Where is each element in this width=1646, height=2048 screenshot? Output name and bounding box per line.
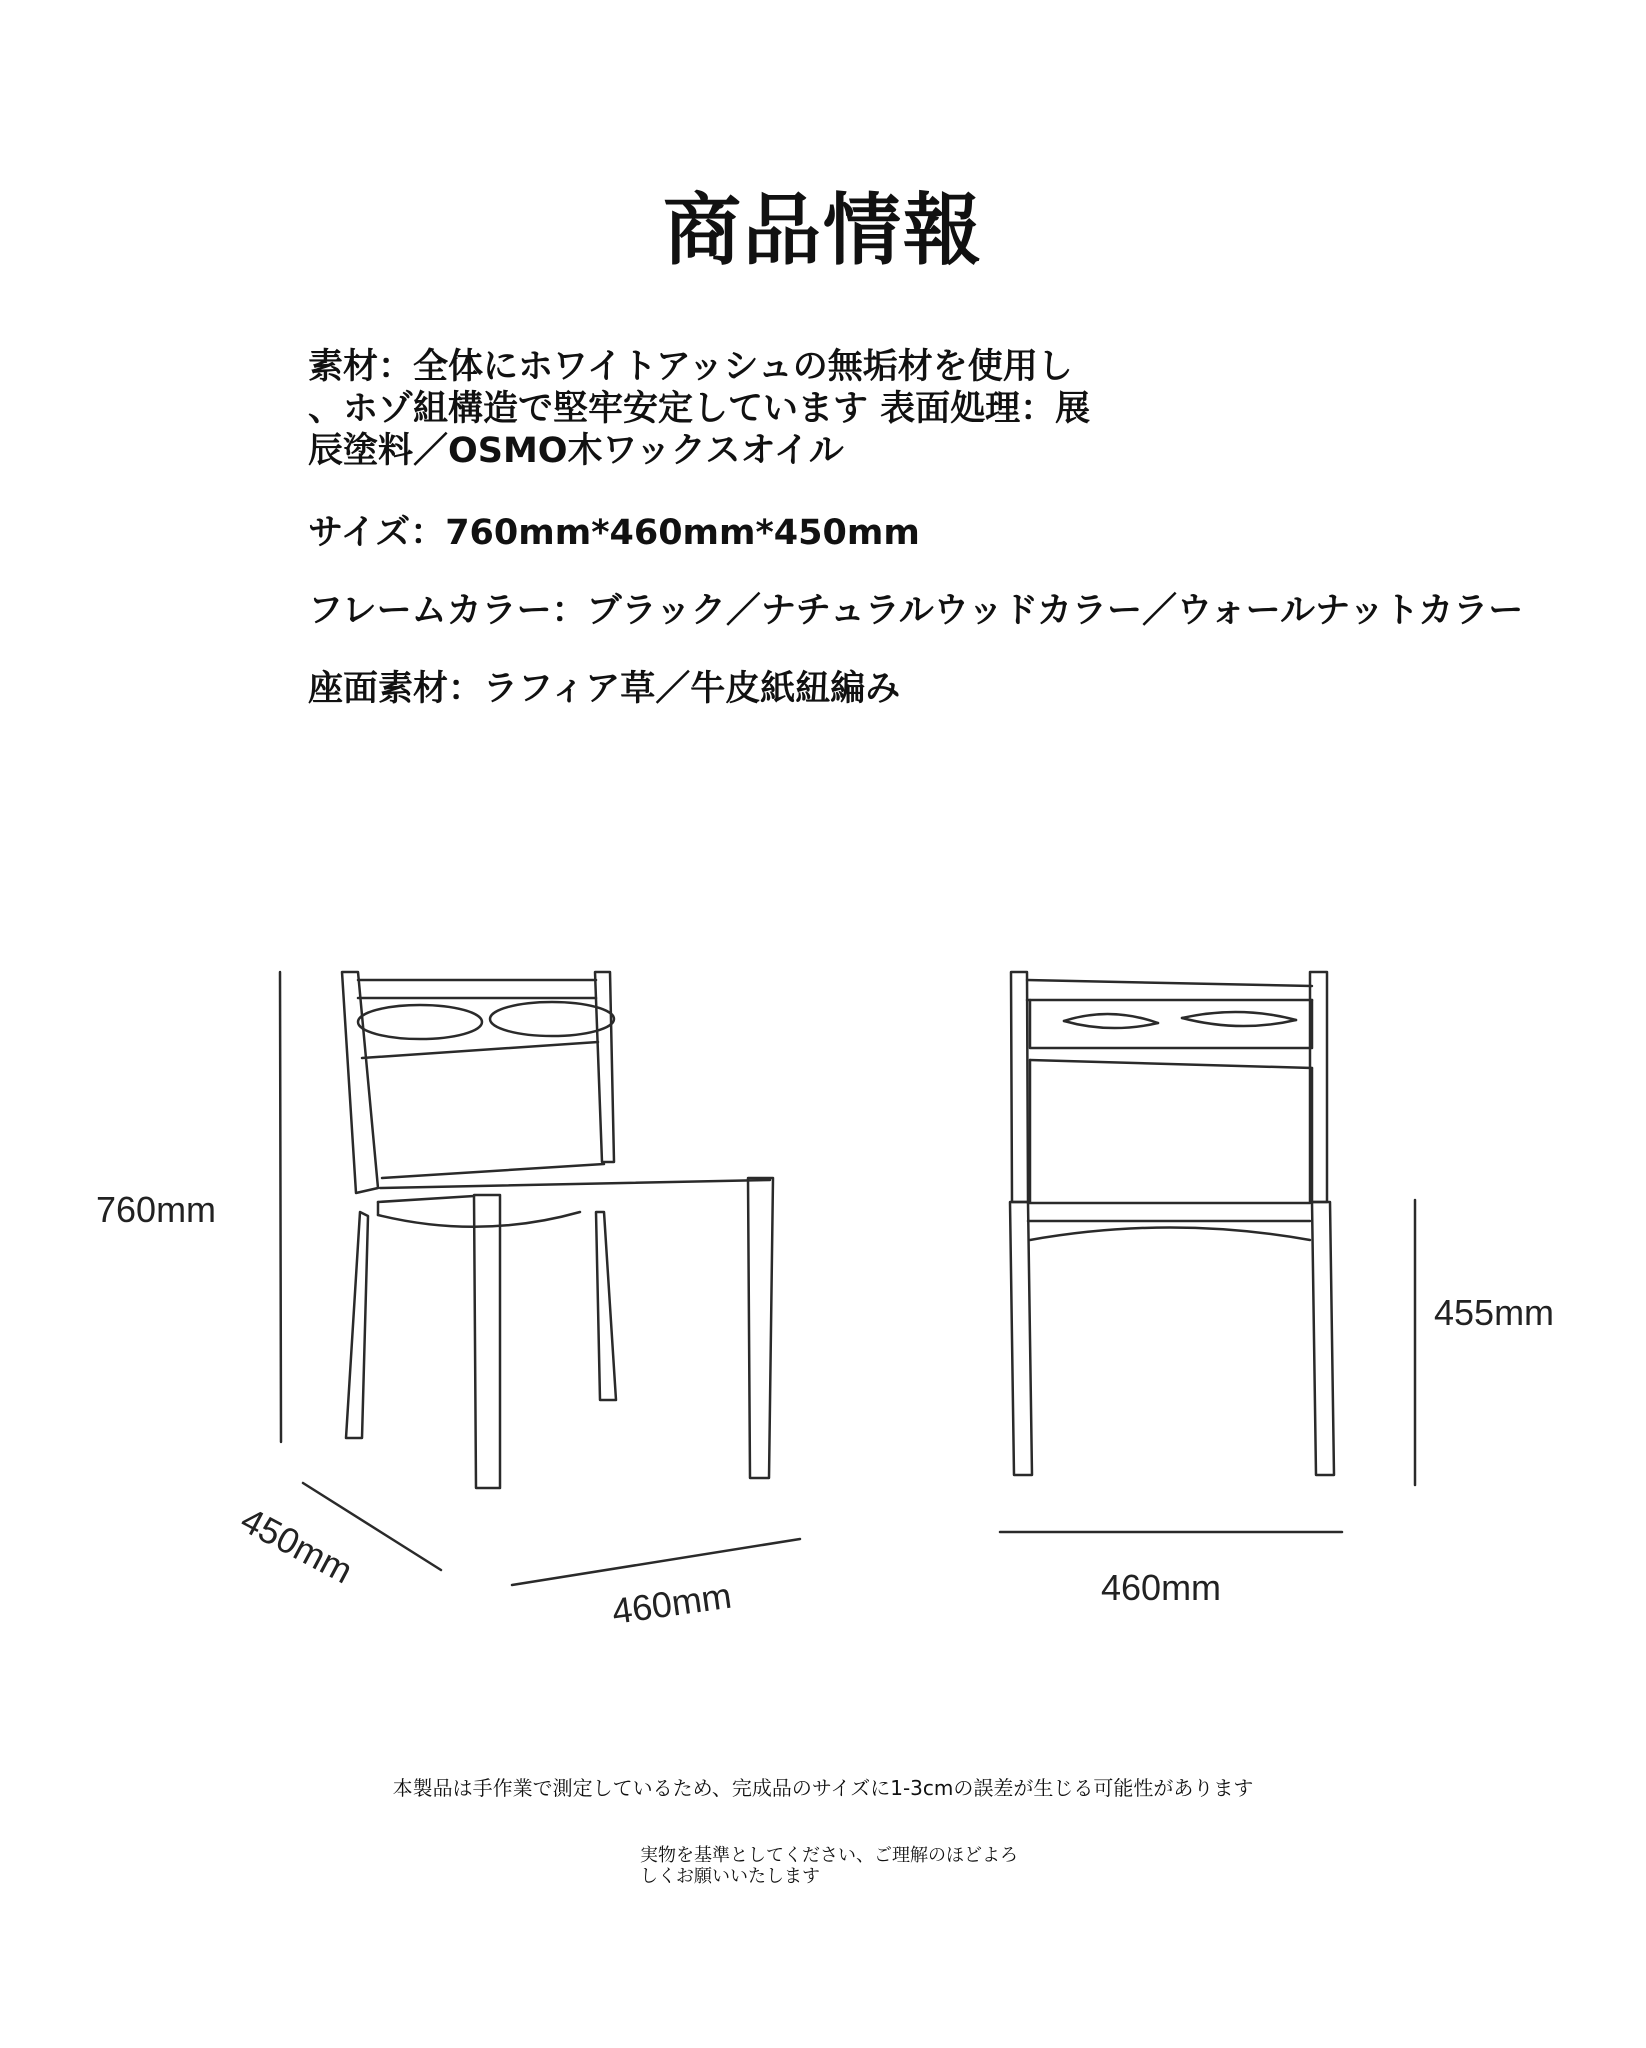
material-line-3: 辰塗料／OSMO木ワックスオイル [308,431,844,471]
material-line-1: 素材：全体にホワイトアッシュの無垢材を使用し [308,347,1073,387]
reference-note [640,1845,1060,1887]
size-spec: サイズ：760mm*460mm*450mm [308,513,920,553]
height-dimension-line [280,972,281,1442]
page-title: 商品情報 [662,186,983,276]
width-dimension-label-right: 460mm [1101,1567,1222,1608]
reference-note-line-1: 実物を基準としてください、ご理解のほどよろ [640,1845,1018,1866]
width-dimension-line-left [512,1539,800,1585]
measurement-note: 本製品は手作業で測定しているため、完成品のサイズに1-3cmの誤差が生じる可能性があります [392,1776,1254,1800]
chair-perspective-view [342,972,773,1488]
seat-height-dimension-label: 455mm [1434,1292,1555,1333]
material-line-2: 、ホゾ組構造で堅牢安定しています 表面処理：展 [308,389,1091,429]
frame-color-spec: フレームカラー：ブラック／ナチュラルウッドカラー／ウォールナットカラー [308,591,1524,631]
seat-material-spec: 座面素材：ラフィア草／牛皮紙紐編み [308,669,901,709]
chair-dimension-drawing [0,940,1646,1680]
height-dimension-label: 760mm [96,1189,217,1230]
depth-dimension-label: 450mm [234,1498,360,1592]
material-spec [308,346,1408,472]
width-dimension-label-left: 460mm [609,1574,734,1632]
chair-front-view [1010,972,1334,1475]
reference-note-line-2: しくお願いいたします [640,1866,820,1887]
